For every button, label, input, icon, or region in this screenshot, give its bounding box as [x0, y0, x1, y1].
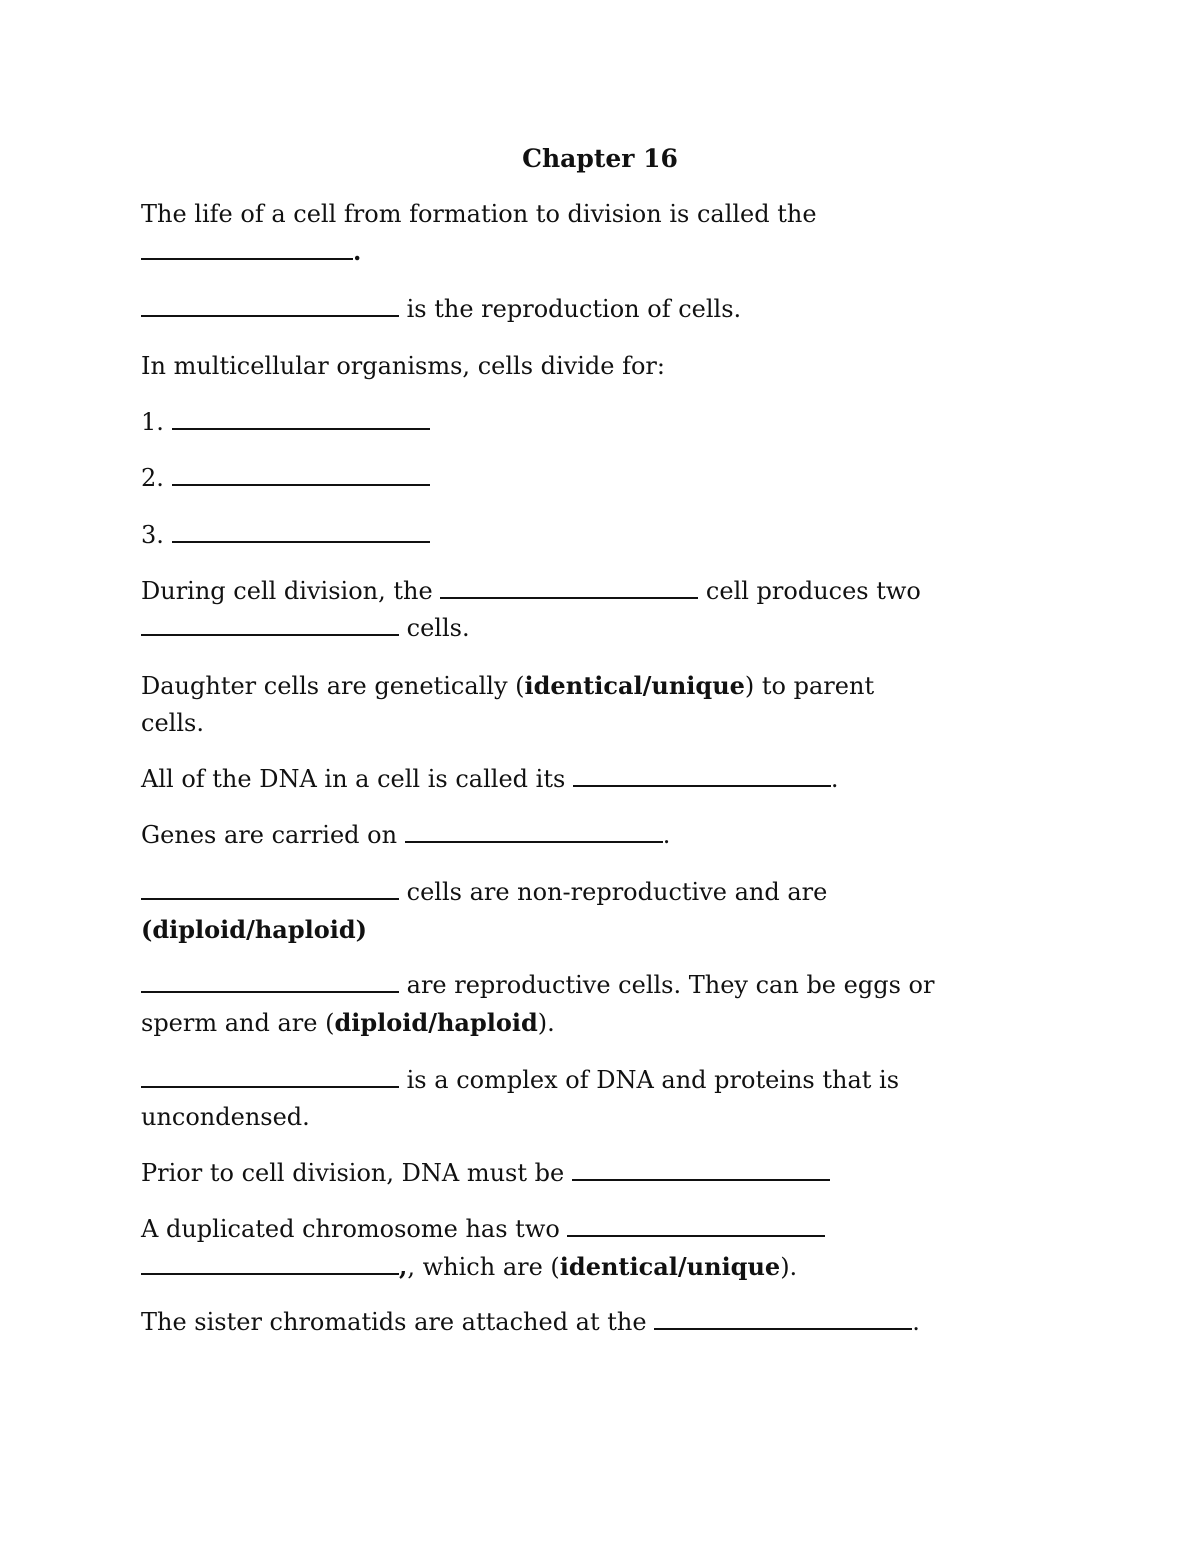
period: . [912, 1308, 920, 1336]
question-text: is a complex of DNA and proteins that is [399, 1066, 900, 1094]
answer-blank[interactable] [405, 819, 663, 843]
choice-options[interactable]: identical/unique [524, 671, 745, 700]
answer-blank[interactable] [654, 1306, 912, 1330]
period: . [662, 821, 671, 849]
paren: ( [141, 915, 153, 944]
question-parent-daughter [141, 573, 1041, 647]
question-reasons: In multicellular organisms, cells divide for: [141, 352, 665, 380]
question-daughter-genetics [141, 667, 1041, 742]
question-chromatids: A duplicated chromosome has two ,, which are (identical/unique). [141, 1211, 1041, 1286]
answer-blank[interactable] [572, 1157, 830, 1181]
list-item [141, 460, 1041, 497]
paren: ) [355, 915, 367, 944]
page-title: Chapter 16 [522, 144, 678, 173]
question-text: are reproductive cells. They can be eggs or [399, 971, 935, 999]
question-gametes [141, 967, 1041, 1042]
answer-blank[interactable] [573, 763, 831, 787]
choice-options[interactable]: diploid/haploid [334, 1008, 538, 1037]
question-somatic [141, 874, 1041, 949]
period: . [830, 765, 839, 793]
answer-blank[interactable] [141, 1251, 399, 1275]
answer-blank[interactable] [141, 236, 353, 260]
question-text: , which are ( [407, 1253, 560, 1281]
question-text: ). [780, 1253, 798, 1281]
answer-blank[interactable] [440, 575, 698, 599]
question-text: cell produces two [698, 577, 921, 605]
answer-blank[interactable] [141, 1064, 399, 1088]
list-number: 1. [141, 408, 172, 436]
question-text: The sister chromatids are attached at the [141, 1308, 655, 1336]
answer-blank[interactable] [567, 1213, 825, 1237]
question-text: uncondensed. [141, 1103, 310, 1131]
question-text: All of the DNA in a cell is called its [141, 765, 573, 793]
choice-options[interactable]: diploid/haploid [152, 915, 356, 944]
question-text: During cell division, the [141, 577, 441, 605]
question-chromatin [141, 1062, 1041, 1136]
list-number: 2. [141, 464, 172, 492]
question-text: ). [537, 1009, 555, 1037]
answer-blank[interactable] [141, 969, 399, 993]
period: . [353, 237, 362, 266]
question-genes [141, 817, 1041, 854]
answer-blank[interactable] [141, 876, 399, 900]
question-text: is the reproduction of cells. [399, 295, 742, 323]
question-text: The life of a cell from formation to division is called the [141, 200, 817, 228]
question-centromere [141, 1304, 1041, 1341]
question-text: sperm and are ( [141, 1009, 335, 1037]
question-text: cells are non-reproductive and are [399, 878, 828, 906]
question-text: A duplicated chromosome has two [141, 1215, 568, 1243]
question-text: Genes are carried on [141, 821, 405, 849]
question-text: Prior to cell division, DNA must be [141, 1159, 572, 1187]
answer-blank[interactable] [141, 612, 399, 636]
question-text: Daughter cells are genetically ( [141, 672, 525, 700]
answer-blank[interactable] [172, 519, 430, 543]
question-replication [141, 1155, 1041, 1192]
list-item [141, 517, 1041, 554]
question-cell-cycle [141, 196, 1041, 271]
question-cell-division [141, 291, 1041, 328]
answer-blank[interactable] [172, 406, 430, 430]
question-text: ) to parent [744, 672, 875, 700]
question-text: cells. [399, 614, 470, 642]
answer-blank[interactable] [172, 462, 430, 486]
list-item [141, 404, 1041, 441]
list-number: 3. [141, 521, 172, 549]
choice-options[interactable]: identical/unique [559, 1252, 781, 1281]
question-text: cells. [141, 709, 204, 737]
question-genome [141, 761, 1041, 798]
answer-blank[interactable] [141, 293, 399, 317]
